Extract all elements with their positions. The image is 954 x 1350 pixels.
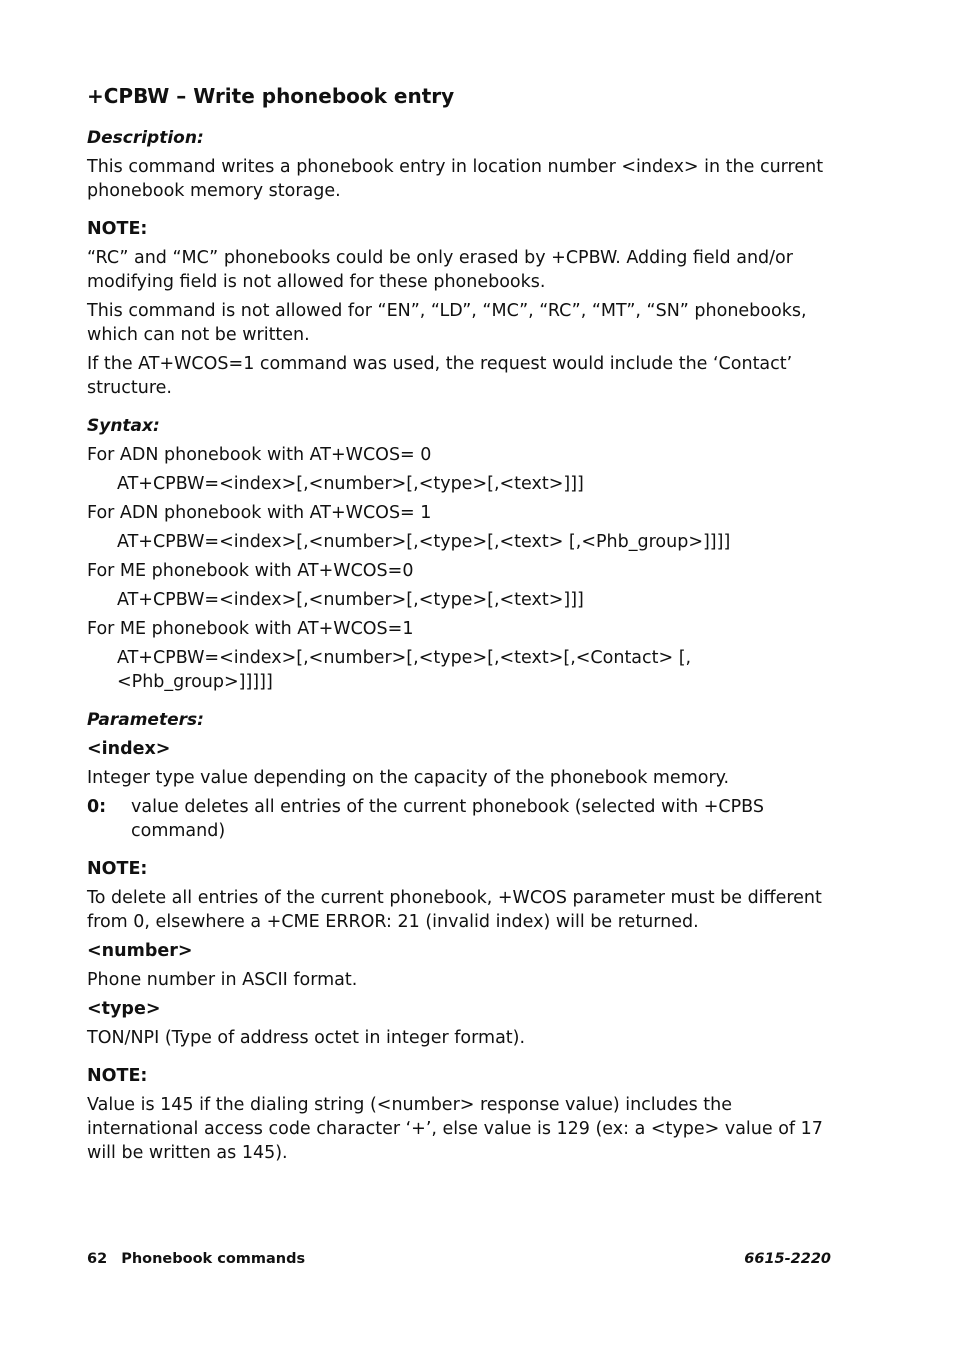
value-text: value deletes all entries of the current phonebook (selected with +CPBS command) bbox=[131, 797, 764, 841]
value-key: 0: bbox=[87, 797, 107, 817]
section-name: Phonebook commands bbox=[121, 1251, 306, 1267]
param-index-name: <index> bbox=[87, 739, 171, 759]
param-number-text: Phone number in ASCII format. bbox=[87, 970, 358, 990]
param-number-name: <number> bbox=[87, 941, 193, 961]
syntax-label: For ADN phonebook with AT+WCOS= 0 bbox=[87, 445, 432, 465]
note-paragraph: This command is not allowed for “EN”, “LD”, “MC”, “RC”, “MT”, “SN” phonebooks, which can not be written. bbox=[87, 301, 807, 345]
syntax-label: For ADN phonebook with AT+WCOS= 1 bbox=[87, 503, 432, 523]
syntax-command: AT+CPBW=<index>[,<number>[,<type>[,<text> [,<Phb_group>]]]] bbox=[117, 532, 731, 552]
param-type-text: TON/NPI (Type of address octet in integer format). bbox=[87, 1028, 526, 1048]
page-footer bbox=[87, 1251, 831, 1267]
parameters-heading: Parameters: bbox=[87, 710, 204, 730]
syntax-command: AT+CPBW=<index>[,<number>[,<type>[,<text>]]] bbox=[117, 474, 584, 494]
syntax-label: For ME phonebook with AT+WCOS=0 bbox=[87, 561, 414, 581]
note-heading: NOTE: bbox=[87, 1066, 148, 1086]
note-heading: NOTE: bbox=[87, 859, 148, 879]
syntax-command: AT+CPBW=<index>[,<number>[,<type>[,<text>[,<Contact> [,<Phb_group>]]]]] bbox=[117, 648, 692, 692]
description-text: This command writes a phonebook entry in location number <index> in the current phonebook memory storage. bbox=[87, 157, 824, 201]
note-paragraph: “RC” and “MC” phonebooks could be only erased by +CPBW. Adding field and/or modifying field is not allowed for these phonebooks. bbox=[87, 248, 793, 292]
note-heading: NOTE: bbox=[87, 219, 148, 239]
syntax-command: AT+CPBW=<index>[,<number>[,<type>[,<text>]]] bbox=[117, 590, 584, 610]
note-paragraph: If the AT+WCOS=1 command was used, the request would include the ‘Contact’ structure. bbox=[87, 354, 793, 398]
footer-left bbox=[87, 1251, 305, 1267]
note-text: Value is 145 if the dialing string (<number> response value) includes the international access code character ‘+’, else value is 129 (ex: a <type> value of 17 will be written as 145). bbox=[87, 1095, 823, 1163]
syntax-label: For ME phonebook with AT+WCOS=1 bbox=[87, 619, 414, 639]
param-type-name: <type> bbox=[87, 999, 161, 1019]
page-number: 62 bbox=[87, 1251, 108, 1267]
note-text: To delete all entries of the current phonebook, +WCOS parameter must be different from 0, elsewhere a +CME ERROR: 21 (invalid index) will be returned. bbox=[87, 888, 822, 932]
doc-number: 6615-2220 bbox=[744, 1251, 831, 1267]
param-index-text: Integer type value depending on the capacity of the phonebook memory. bbox=[87, 768, 730, 788]
syntax-heading: Syntax: bbox=[87, 416, 160, 436]
param-index-value-row bbox=[87, 795, 837, 843]
description-heading: Description: bbox=[87, 128, 204, 148]
page-title: +CPBW – Write phonebook entry bbox=[87, 84, 455, 108]
document-page bbox=[87, 82, 837, 1170]
